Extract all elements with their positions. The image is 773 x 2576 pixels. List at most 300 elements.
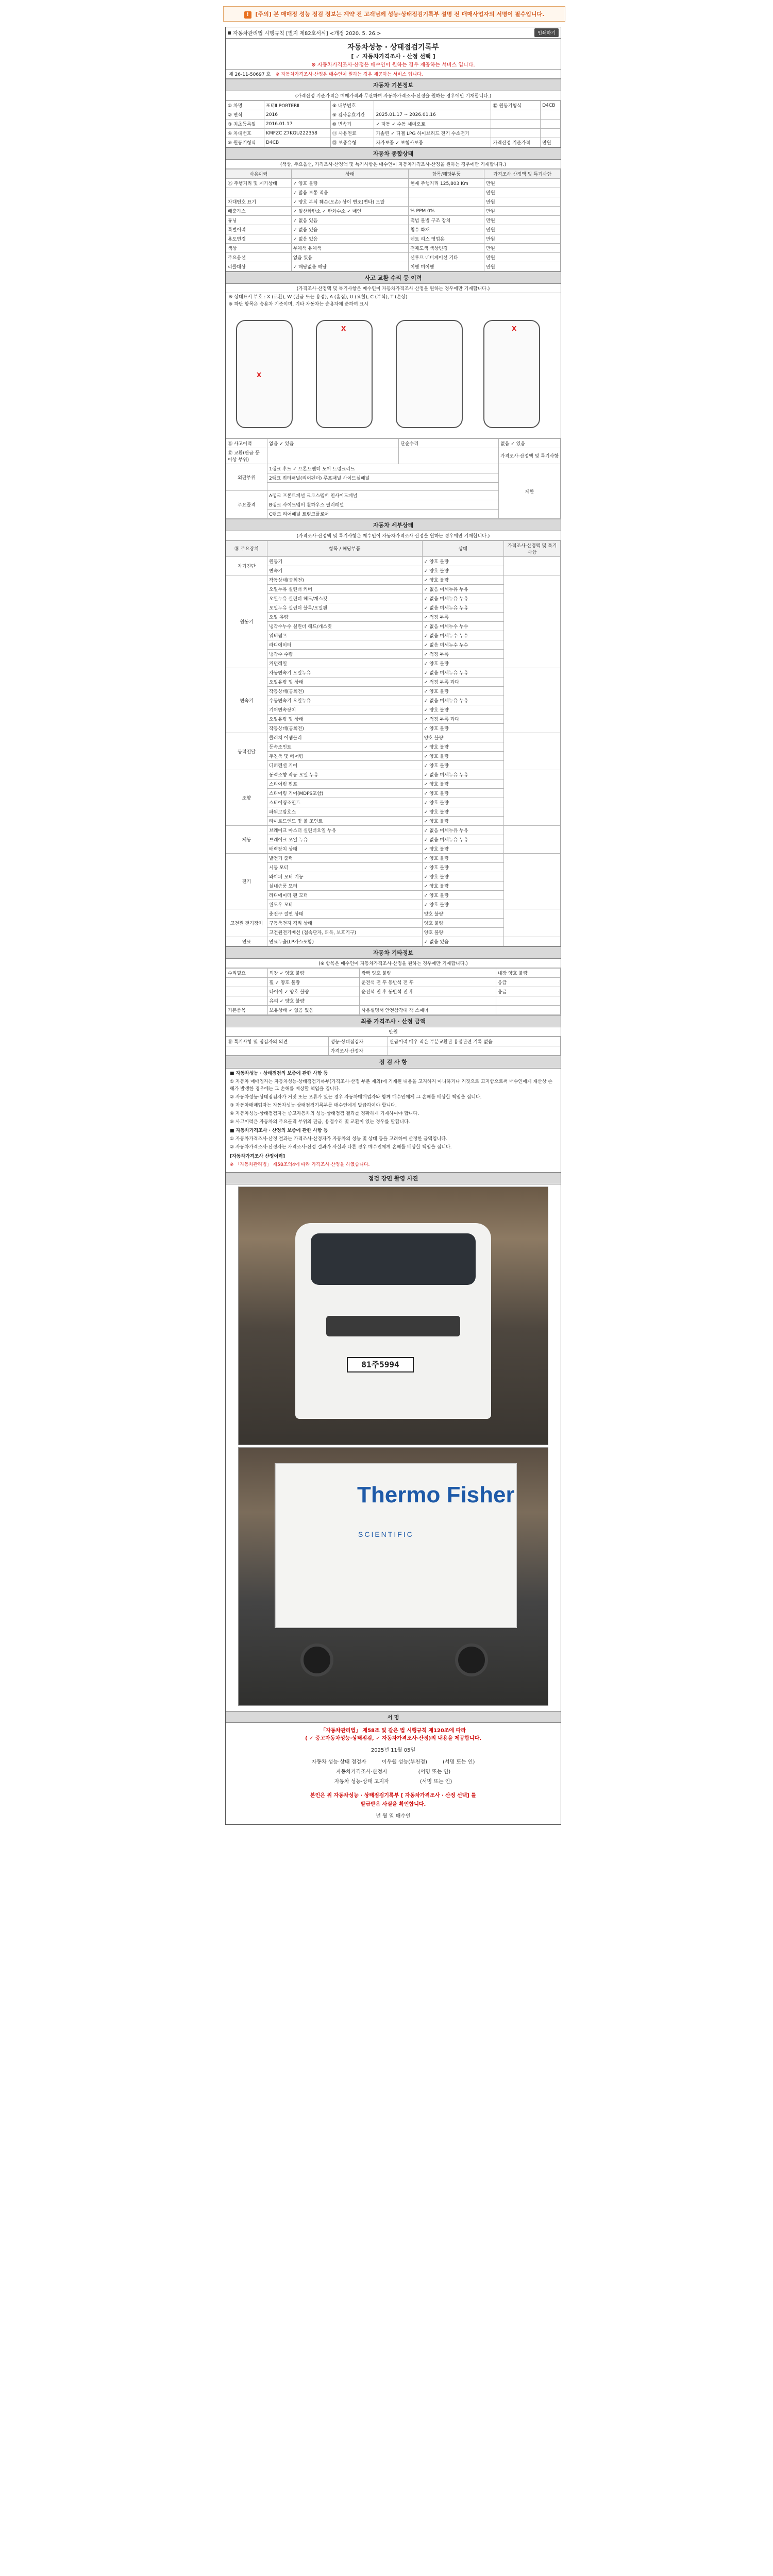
note-paragraph: ※ 「자동차관리법」 제58조의4에 따라 가격조사·산정을 하였습니다. [230,1162,370,1168]
detail-item-status: ✓ 양호 불량 [422,853,503,862]
detail-item-name: 고전원전기배선 (접속단자, 피복, 보호기구) [267,927,423,937]
wheel [300,1643,333,1676]
other-info-row-cell [226,987,268,996]
detail-item-status: ✓ 양호 불량 [422,566,503,575]
detail-item-status: ✓ 적정 부족 [422,612,503,621]
column-header: 사용이력 [226,170,292,179]
detail-group-label: 원동기 [226,575,267,668]
detail-item-status: ✓ 없음 미세누유 누유 [422,770,503,779]
warning-banner [223,6,565,22]
status-row-cell: 적법 불법 구조 장치 [409,216,484,225]
status-row-cell: ✓ 없음 있음 [291,216,409,225]
column-header: 가격조사·산정액 및 특기사항 [504,540,561,556]
overall-status-table [226,169,561,272]
basic-info-row-cell: 자가보증 ✓ 보험사보증 [374,138,491,147]
section-heading: 자동차 기타정보 [226,947,561,959]
special-label: 제한 [499,464,561,518]
detail-item-status: ✓ 양호 불량 [422,872,503,881]
detail-item-status: 양호 불량 [422,918,503,927]
rear-photo [238,1447,548,1706]
front-photo [238,1187,548,1445]
status-row-cell: 만원 [484,197,561,207]
section-heading: 서 명 [226,1711,561,1723]
other-info-row-cell: 기본품목 [226,1005,268,1014]
status-row-cell: 없음 있음 [291,253,409,262]
section-subheading: (※ 항목은 매수인이 자동차가격조사·산정을 원하는 경우에만 기재합니다.) [226,959,561,968]
inspector-row [226,1046,561,1055]
other-info-row [226,968,561,977]
other-info-row-cell: 응급 [496,987,560,996]
inspector-row-cell: 판금이력 매우 작은 부분교환관 용접관련 기록 없음 [388,1037,561,1046]
note-paragraph: ② 자동차가격조사·산정자는 가격조사·산정 결과가 사실과 다른 경우 매수인에게 손해를 배상할 책임을 집니다. [230,1145,452,1150]
section-heading: 최종 가격조사 · 산정 금액 [226,1015,561,1027]
status-row [226,244,561,253]
brand-logo-subtext: SCIENTIFIC [358,1530,414,1539]
detail-price-cell [504,556,561,575]
status-row-cell: 현재 주행거리 125,803 Km [409,179,484,188]
section-heading: 점검 장면 촬영 사진 [226,1173,561,1184]
status-row-cell: ✓ 해당없음 해당 [291,262,409,272]
notes-section [226,1056,561,1172]
outer-rank-1: 1랭크 후드 ✓ 프론트펜더 도어 트렁크리드 [267,464,499,473]
basic-info-row-cell [491,110,541,120]
reference-line [226,69,561,79]
detail-price-cell [504,909,561,937]
status-row-cell: ✓ 많음 보통 적음 [291,188,409,197]
basic-info-row-cell: 가격산정 기준가격 [491,138,541,147]
other-info-row-cell: 운전석 전 후 동반석 전 후 [360,977,496,987]
car-right-side-view [483,320,540,428]
note-paragraph: ② 자동차성능·상태점검자가 거짓 또는 오류가 있는 경우 자동차매매업자와 함께 매수인에게 그 손해를 배상할 책임을 집니다. [230,1094,482,1100]
signature-law-line: ( ✓ 중고자동차성능·상태점검, ✓ 자동차가격조사·산정)의 내용을 제공합니다. [305,1736,482,1742]
detail-item-name: 발전기 출력 [267,853,423,862]
detail-item-name: 자동변속기 오일누유 [267,668,423,677]
other-info-row-cell: 사용설명서 안전삼각대 잭 스패너 [360,1005,496,1014]
basic-info-row [226,110,561,120]
signature-field[interactable]: (서명 또는 인) [418,1769,451,1775]
detail-item-status: ✓ 없음 미세누유 누유 [422,668,503,677]
section-subheading: (색상, 주요옵션, 가격조사·산정액 및 특기사항은 매수인이 자동차가격조사·산정을 원하는 경우에만 기재합니다.) [226,160,561,169]
note-paragraph: ① 자동차가격조사·산정 결과는 가격조사·산정자가 자동차의 성능 및 상태 등을 고려하여 산정한 금액입니다. [230,1137,447,1142]
detail-status-table [226,540,561,946]
basic-info-row-cell [541,120,561,129]
other-info-row-cell [496,1005,560,1014]
note-paragraph: ⑤ 사고이력은 자동차의 주요골격 부위의 판금, 용접수리 및 교환이 있는 경우를 말합니다. [230,1119,410,1125]
basic-info-row-cell: ✓ 자동 ✓ 수동 세미오토 [374,120,491,129]
detail-item-status: ✓ 없음 미세누수 누수 [422,621,503,631]
detail-row [226,733,561,742]
car-diagram [226,310,561,438]
detail-row [226,770,561,779]
detail-item-name: 등속조인트 [267,742,423,751]
detail-group-label: 변속기 [226,668,267,733]
detail-item-status: ✓ 양호 불량 [422,862,503,872]
document-title: 자동차성능 · 상태점검기록부 [347,43,439,52]
signer-name: 이우쉘 성능(부천점) [381,1759,427,1766]
basic-info-row-cell: ⑩ 변속기 [330,120,374,129]
detail-item-status: ✓ 양호 불량 [422,881,503,890]
other-info-row-cell: 운전석 전 후 동반석 전 후 [360,987,496,996]
basic-info-row-cell [374,101,491,110]
status-row-cell [409,197,484,207]
car-left-side-view [236,320,293,428]
detail-group-label: 전기 [226,853,267,909]
detail-price-cell [504,575,561,668]
detail-item-name: 배력장치 상태 [267,844,423,853]
detail-item-status: ✓ 없음 미세누유 누유 [422,835,503,844]
status-row [226,253,561,262]
detail-price-cell [504,770,561,825]
basic-info-row [226,138,561,147]
accident-row-cell [399,448,499,464]
bullet-icon [228,31,231,35]
detail-item-status: ✓ 없음 미세누수 누수 [422,640,503,649]
accident-diagram-section [226,272,561,519]
other-info-row [226,996,561,1005]
other-info-row-cell: 외장 ✓ 양호 불량 [267,968,360,977]
other-info-section [226,946,561,1015]
detail-item-name: 냉각수 수량 [267,649,423,658]
basic-info-row-cell [491,120,541,129]
license-plate: 81주5994 [347,1357,414,1372]
detail-item-status: ✓ 적정 부족 과다 [422,714,503,723]
status-row-cell: ✓ 없음 있음 [291,234,409,244]
accident-row-cell: ⑰ 교환(판금 등 이상 부위) [226,448,267,464]
signer-role: 자동차 성능·상태 점검자 [311,1759,366,1766]
detail-item-status: ✓ 양호 불량 [422,556,503,566]
other-info-row-cell: 수리필요 [226,968,268,977]
detail-price-cell [504,668,561,733]
status-row-cell: 배출가스 [226,207,292,216]
status-row-cell: 렌트 리스 영업용 [409,234,484,244]
status-row-cell: 리콜대상 [226,262,292,272]
detail-item-name: 클러치 어셈블리 [267,733,423,742]
detail-item-name: 충전구 절연 상태 [267,909,423,918]
detail-row [226,825,561,835]
inspector-row-cell: 성능·상태점검자 [329,1037,388,1046]
status-row-cell: 만원 [484,234,561,244]
basic-info-row-cell: 만원 [541,138,561,147]
column-header: ⑱ 주요장치 [226,540,267,556]
detail-item-name: 스티어링조인트 [267,798,423,807]
section-subheading: (가격산정 기준가격은 매매가격과 무관하며 자동차가격조사·산정을 원하는 경우에만 기재합니다.) [226,91,561,100]
status-row-cell: % PPM 0% [409,207,484,216]
detail-price-cell [504,853,561,909]
exchange-mark: X [257,371,262,379]
detail-item-name: 스티어링 펌프 [267,779,423,788]
diagram-note: ※ 하단 항목은 승용차 기준이며, 기타 자동차는 승용차에 준하여 표시 [229,301,368,307]
detail-item-status: ✓ 없음 미세누수 누수 [422,631,503,640]
warning-text: [주의] 본 매매정 성능 점검 정보는 계약 전 고객님께 성능·상태점검기록부 설명 전 매매사업자의 서명이 필수입니다. [255,11,545,18]
status-row-cell [409,188,484,197]
inspector-row-cell: ⑲ 특기사항 및 점검자의 의견 [226,1037,329,1046]
status-row [226,188,561,197]
detail-item-name: 오일누유 실린더 블록/오일팬 [267,603,423,612]
status-row-cell: 무채색 유채색 [291,244,409,253]
detail-row [226,937,561,946]
status-row-cell: 만원 [484,253,561,262]
other-info-row-cell: 응급 [496,977,560,987]
exchange-mark: X [512,325,517,332]
detail-item-name: 기어변속장치 [267,705,423,714]
column-header: 항목 / 해당부품 [267,540,423,556]
basic-info-row-cell: 가솔린 ✓ 디젤 LPG 하이브리드 전기 수소전기 [374,129,491,138]
buyer-signature-line[interactable]: 년 월 일 매수인 [376,1814,411,1820]
status-row-cell: ✓ 양호 불량 [291,179,409,188]
buyer-confirmation: 발급받은 사실을 확인합니다. [360,1802,426,1808]
other-info-row-cell: 유리 ✓ 양호 불량 [267,996,360,1005]
basic-info-row-cell: ② 연식 [226,110,264,120]
detail-item-status: 양호 불량 [422,909,503,918]
reference-note: ※ 자동차가격조사·산정은 매수인이 원하는 경우 제공하는 서비스 입니다. [276,72,423,77]
detail-item-status: ✓ 양호 불량 [422,705,503,714]
inspector-row-cell [388,1046,561,1055]
detail-item-name: 작동상태(공회전) [267,723,423,733]
section-heading: 자동차 세부상태 [226,519,561,531]
notes-heading-warranty: ■ 자동차성능 · 상태점검의 보증에 관한 사항 등 [230,1071,328,1076]
status-row-cell: 만원 [484,244,561,253]
other-info-row-cell [226,977,268,987]
detail-item-status: ✓ 양호 불량 [422,788,503,798]
reference-number: 제 26-11-50697 호 [229,72,271,77]
other-info-row [226,977,561,987]
signature-field[interactable]: (서명 또는 인) [442,1759,475,1766]
column-header: 상태 [422,540,503,556]
basic-info-section [226,79,561,147]
main-frame-label: 주요골격 [226,490,267,518]
detail-item-status: ✓ 양호 불량 [422,816,503,825]
buyer-confirmation: 본인은 위 자동차성능 · 상태점검기록부 [ 자동차가격조사 · 산정 선택] 를 [310,1793,477,1799]
brand-logo-text: Thermo Fisher [357,1482,515,1508]
document-bar [226,27,561,39]
note-paragraph: ① 자동차 매매업자는 자동차성능·상태점검기록부(가격조사·산정 부분 제외)에 기재된 내용을 고지하지 아니하거나 거짓으로 고지함으로써 매수인에게 재산상 손해가 발생한 경우에는 그 손해를 배상할 책임을 집니다. [230,1079,552,1092]
detail-item-name: 브레이크 마스터 실린더오일 누유 [267,825,423,835]
basic-info-row-cell: ⑬ 보증유형 [330,138,374,147]
exchange-mark: X [341,325,346,332]
detail-item-name: 워터펌프 [267,631,423,640]
diagram-legend: ※ 상태표시 부호 : X (교환), W (판금 또는 용접), A (흠집), U (요철), C (부식), T (손상) [229,295,408,300]
detail-row [226,668,561,677]
detail-item-name: 동력조향 작동 오일 누유 [267,770,423,779]
final-price-section [226,1015,561,1056]
detail-item-status: 양호 불량 [422,733,503,742]
basic-info-row-cell [541,110,561,120]
frame-a-rank: A랭크 프론트패널 크로스멤버 인사이드패널 [267,490,499,500]
other-info-row-cell: 내장 양호 불량 [496,968,560,977]
detail-item-name: 시동 모터 [267,862,423,872]
accident-history-table [226,438,561,519]
detail-item-name: 오일유량 및 상태 [267,677,423,686]
other-info-row [226,1005,561,1014]
detail-group-label: 조향 [226,770,267,825]
document-subtitle: [ ✓ 자동차가격조사 · 산정 선택 ] [351,53,435,60]
detail-item-status: ✓ 양호 불량 [422,723,503,733]
other-info-row-cell [360,996,496,1005]
detail-item-name: 구동축전지 격리 상태 [267,918,423,927]
detail-item-status: ✓ 양호 불량 [422,751,503,760]
detail-group-label: 연료 [226,937,267,946]
status-row-cell: 만원 [484,207,561,216]
detail-item-status: ✓ 없음 미세누유 누유 [422,603,503,612]
status-row-cell: 만원 [484,216,561,225]
basic-info-row [226,129,561,138]
status-row-cell: ✓ 양호 부식 훼손(오손) 상이 변조(변타) 도말 [291,197,409,207]
print-button[interactable]: 인쇄하기 [534,28,559,37]
detail-item-status: ✓ 없음 있음 [422,937,503,946]
detail-item-name: 작동상태(공회전) [267,686,423,696]
detail-item-name: 연료누출(LP가스포함) [267,937,423,946]
status-row-cell [226,188,292,197]
detail-item-name: 커먼레일 [267,658,423,668]
accident-row-cell: 단순수리 [399,438,499,448]
detail-item-name: 브레이크 오일 누유 [267,835,423,844]
detail-item-name: 파워고압호스 [267,807,423,816]
outer-rank-2: 2랭크 쿼터패널(리어펜더) 루프패널 사이드실패널 [267,473,499,482]
basic-info-row-cell: ① 차명 [226,101,264,110]
photo-section [226,1172,561,1711]
car-frame-view [396,320,463,428]
signature-section [226,1711,561,1824]
status-row-cell: 튜닝 [226,216,292,225]
truck-grille [326,1316,460,1336]
status-row [226,207,561,216]
column-header: 가격조사·산정액 및 특기사항 [484,170,561,179]
document-form-title: 자동차관리법 시행규칙 [별지 제82호서식] <개정 2020. 5. 26.> [233,31,381,37]
inspection-document [225,27,561,1825]
detail-item-status: ✓ 양호 불량 [422,575,503,584]
status-row [226,216,561,225]
status-row-cell: 선루프 네비게이션 기타 [409,253,484,262]
detail-item-name: 윈도우 모터 [267,900,423,909]
other-info-row-cell [226,996,268,1005]
section-heading: 점 검 사 항 [226,1056,561,1069]
status-row-cell: 전체도색 색상변경 [409,244,484,253]
detail-item-status: ✓ 적정 부족 [422,649,503,658]
detail-item-status: ✓ 양호 불량 [422,760,503,770]
status-row-cell: 특별이력 [226,225,292,234]
basic-info-row-cell: ④ 차대번호 [226,129,264,138]
detail-item-name: 냉각수누수 실린더 헤드/개스킷 [267,621,423,631]
basic-info-row-cell: 2016 [264,110,331,120]
basic-info-row-cell [491,129,541,138]
accident-row-cell: 없음 ✓ 있음 [499,438,561,448]
basic-info-row [226,120,561,129]
signature-date: 2025년 11월 05일 [371,1748,416,1754]
status-row-cell: ⑮ 주행거리 및 계기상태 [226,179,292,188]
detail-item-name: 디퍼렌셜 기어 [267,760,423,770]
notes-heading-price: ■ 자동차가격조사 · 산정의 보증에 관한 사항 등 [230,1128,328,1134]
overall-status-section [226,147,561,272]
other-info-table [226,968,561,1015]
detail-price-cell [504,825,561,853]
detail-item-name: 수동변속기 오일누유 [267,696,423,705]
basic-info-row-cell: D4CB [541,101,561,110]
detail-item-name: 원동기 [267,556,423,566]
status-row-cell: 만원 [484,179,561,188]
status-row [226,262,561,272]
section-subheading: (가격조사·산정액 및 특기사항은 매수인이 자동차가격조사·산정을 원하는 경우에만 기재합니다.) [226,531,561,540]
detail-item-status: ✓ 양호 불량 [422,742,503,751]
basic-info-row-cell: ③ 최초등록일 [226,120,264,129]
basic-info-row-cell: ⑫ 원동기형식 [491,101,541,110]
signer-role: 자동차가격조사·산정자 [335,1769,388,1775]
basic-info-row-cell: 2016.01.17 [264,120,331,129]
car-top-front-view [316,320,373,428]
basic-info-row [226,101,561,110]
detail-row [226,575,561,584]
note-paragraph: ③ 자동차매매업자는 자동차성능·상태점검기록부를 매수인에게 발급하여야 합니다. [230,1103,397,1108]
detail-item-status: ✓ 없음 미세누유 누유 [422,594,503,603]
detail-item-name: 라디에이터 [267,640,423,649]
status-row [226,179,561,188]
signature-field[interactable]: (서명 또는 인) [419,1779,452,1785]
truck-windshield [311,1233,476,1285]
signer-role: 자동차 성능·상태 고지자 [334,1779,389,1785]
accident-row-cell: ⑯ 사고이력 [226,438,267,448]
detail-item-status: ✓ 양호 불량 [422,844,503,853]
detail-item-status: ✓ 양호 불량 [422,807,503,816]
document-title-note: ※ 자동차가격조사·산정은 매수인이 원하는 경우 제공하는 서비스 입니다. [311,62,475,68]
column-header: 상태 [291,170,409,179]
status-row-cell: 만원 [484,188,561,197]
status-row-cell: ✓ 일산화탄소 ✓ 탄화수소 ✓ 매연 [291,207,409,216]
detail-item-name: 오일누유 실린더 헤드/개스킷 [267,594,423,603]
other-info-row-cell: 휠 ✓ 양호 불량 [267,977,360,987]
basic-info-row-cell: ⑨ 검사유효기간 [330,110,374,120]
outer-panel-label: 외판부위 [226,464,267,490]
status-row-cell: 이행 미이행 [409,262,484,272]
other-info-row-cell: 보유상태 ✓ 없음 있음 [267,1005,360,1014]
detail-price-cell [504,733,561,770]
detail-row [226,909,561,918]
basic-info-row-cell: KMFZC Z7KGU222358 [264,129,331,138]
accident-row-cell: 없음 ✓ 있음 [267,438,399,448]
status-row-cell: ✓ 없음 있음 [291,225,409,234]
other-info-row-cell [496,996,560,1005]
detail-price-cell [504,937,561,946]
basic-info-row-cell: 포터Ⅱ PORTERⅡ [264,101,331,110]
status-row-cell: 용도변경 [226,234,292,244]
wheel [455,1643,488,1676]
accident-row-cell: 가격조사·산정액 및 특기사항 [499,448,561,464]
basic-info-row-cell: ⑪ 사용연료 [330,129,374,138]
final-price-value: 만원 [226,1027,561,1037]
column-header: 항목/해당부품 [409,170,484,179]
accident-row [226,448,561,464]
detail-item-name: 오일유량 및 상태 [267,714,423,723]
other-info-row-cell: 광택 양호 불량 [360,968,496,977]
detail-item-name: 실내송풍 모터 [267,881,423,890]
detail-item-status: ✓ 양호 불량 [422,779,503,788]
status-row [226,197,561,207]
detail-item-name: 작동상태(공회전) [267,575,423,584]
section-heading: 자동차 종합상태 [226,148,561,160]
status-row [226,225,561,234]
section-heading: 자동차 기본정보 [226,79,561,91]
frame-b-rank: B랭크 사이드멤버 휠하우스 필러패널 [267,500,499,509]
detail-item-status: ✓ 양호 불량 [422,686,503,696]
inspector-row-cell [226,1046,329,1055]
detail-row [226,853,561,862]
detail-item-status: ✓ 양호 불량 [422,900,503,909]
detail-item-name: 추진축 및 베어링 [267,751,423,760]
inspector-opinion-table [226,1037,561,1056]
status-row-cell: 만원 [484,262,561,272]
detail-status-section [226,519,561,946]
detail-item-status: ✓ 없음 미세누유 누유 [422,696,503,705]
detail-item-name: 타이로드엔드 및 볼 조인트 [267,816,423,825]
content-wrap [225,6,561,1825]
